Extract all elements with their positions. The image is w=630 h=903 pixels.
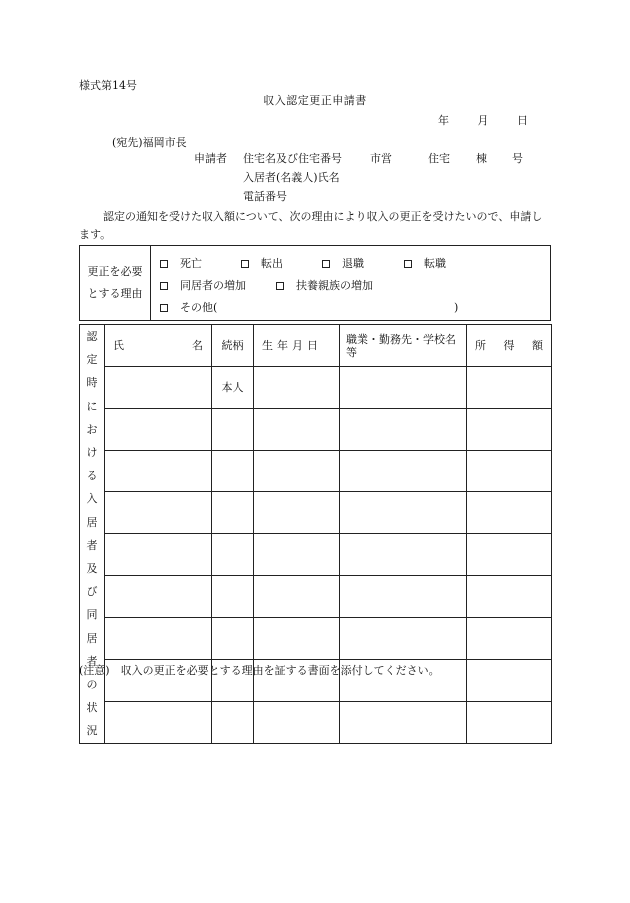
form-number: 様式第14号	[79, 79, 137, 92]
dob-cell[interactable]	[254, 576, 340, 618]
side-label-char: 及	[86, 562, 98, 576]
side-label-char: 況	[86, 724, 98, 738]
side-label-char: け	[86, 446, 98, 460]
header-relationship: 続柄	[212, 325, 254, 367]
side-label-char: 時	[86, 376, 98, 390]
note: (注意) 収入の更正を必要とする理由を証する書面を添付してください。	[79, 664, 440, 677]
table-row	[80, 618, 552, 660]
header-name: 氏 名	[105, 325, 212, 367]
income-cell[interactable]	[467, 576, 552, 618]
income-cell[interactable]	[467, 408, 552, 450]
side-label-char: お	[86, 422, 98, 436]
side-label-char: 認	[86, 330, 98, 343]
header-occupation: 職業・勤務先・学校名等	[340, 325, 467, 367]
option-retire[interactable]: 退職	[322, 257, 364, 271]
option-dependent-increase[interactable]: 扶養親族の増加	[276, 279, 373, 293]
income-cell[interactable]	[467, 366, 552, 408]
side-label-char: び	[86, 585, 98, 599]
date-row	[438, 114, 528, 128]
side-label-char: 入	[86, 492, 98, 506]
reason-label	[80, 246, 151, 320]
checkbox-icon[interactable]	[241, 260, 249, 268]
relationship-cell[interactable]	[212, 618, 254, 660]
date-year: 年	[438, 114, 449, 127]
side-label-char: 同	[86, 608, 98, 622]
relationship-cell: 本人	[212, 366, 254, 408]
side-label-cell	[80, 325, 105, 744]
name-cell[interactable]	[105, 366, 212, 408]
option-death[interactable]: 死亡	[160, 257, 202, 271]
income-cell[interactable]	[467, 534, 552, 576]
occupation-cell[interactable]	[340, 366, 467, 408]
option-other[interactable]: その他(	[160, 301, 217, 315]
option-cohabitant-increase[interactable]: 同居者の増加	[160, 279, 246, 293]
side-label	[80, 325, 104, 743]
housing-label: 住宅	[428, 152, 450, 165]
income-cell[interactable]	[467, 659, 552, 701]
relationship-cell[interactable]	[212, 408, 254, 450]
option-other-close: )	[454, 301, 459, 314]
income-cell[interactable]	[467, 450, 552, 492]
building-label: 棟	[476, 152, 487, 165]
occupation-cell[interactable]	[340, 492, 467, 534]
income-cell[interactable]	[467, 492, 552, 534]
phone-label: 電話番号	[243, 190, 287, 203]
dob-cell[interactable]	[254, 618, 340, 660]
side-label-char: 定	[86, 353, 98, 367]
number-label: 号	[512, 152, 523, 165]
checkbox-icon[interactable]	[160, 282, 168, 290]
dob-cell[interactable]	[254, 408, 340, 450]
table-row	[80, 576, 552, 618]
occupation-cell[interactable]	[340, 701, 467, 743]
name-cell[interactable]	[105, 701, 212, 743]
checkbox-icon[interactable]	[160, 304, 168, 312]
date-day: 日	[517, 114, 528, 127]
dob-cell[interactable]	[254, 366, 340, 408]
checkbox-icon[interactable]	[404, 260, 412, 268]
side-label-char: 者	[86, 538, 98, 552]
dob-cell[interactable]	[254, 450, 340, 492]
option-job-change[interactable]: 転職	[404, 257, 446, 271]
dob-cell[interactable]	[254, 492, 340, 534]
addressee: (宛先)福岡市長	[112, 136, 187, 149]
form-title: 収入認定更正申請書	[263, 94, 367, 107]
checkbox-icon[interactable]	[276, 282, 284, 290]
table-row	[80, 450, 552, 492]
checkbox-icon[interactable]	[160, 260, 168, 268]
intro-text: 認定の通知を受けた収入額について、次の理由により収入の更正を受けたいので、申請します。	[79, 210, 543, 241]
relationship-cell[interactable]	[212, 701, 254, 743]
table-row	[80, 408, 552, 450]
table-row	[80, 492, 552, 534]
occupation-cell[interactable]	[340, 534, 467, 576]
relationship-cell[interactable]	[212, 576, 254, 618]
date-month: 月	[477, 114, 489, 127]
header-dob: 生 年 月 日	[254, 325, 340, 367]
table-row	[80, 534, 552, 576]
reason-label-line1: 更正を必要	[87, 265, 143, 278]
dob-cell[interactable]	[254, 701, 340, 743]
relationship-cell[interactable]	[212, 492, 254, 534]
occupation-cell[interactable]	[340, 450, 467, 492]
checkbox-icon[interactable]	[322, 260, 330, 268]
table-row	[80, 701, 552, 743]
name-cell[interactable]	[105, 450, 212, 492]
reason-box	[79, 245, 551, 321]
side-label-char: る	[86, 469, 98, 483]
occupation-cell[interactable]	[340, 408, 467, 450]
option-move-out[interactable]: 転出	[241, 257, 283, 271]
name-cell[interactable]	[105, 492, 212, 534]
name-cell[interactable]	[105, 618, 212, 660]
relationship-cell[interactable]	[212, 534, 254, 576]
side-label-char: 者	[86, 654, 98, 668]
address-label: 住宅名及び住宅番号	[243, 152, 342, 165]
side-label-char: 居	[86, 515, 98, 529]
income-cell[interactable]	[467, 701, 552, 743]
name-cell[interactable]	[105, 408, 212, 450]
household-status-table	[79, 324, 552, 744]
table-row	[80, 366, 552, 408]
side-label-char: 居	[86, 631, 98, 645]
name-cell[interactable]	[105, 576, 212, 618]
header-income: 所 得 額	[467, 325, 552, 367]
name-cell[interactable]	[105, 534, 212, 576]
occupation-cell[interactable]	[340, 618, 467, 660]
dob-cell[interactable]	[254, 534, 340, 576]
side-label-char: 状	[86, 701, 98, 715]
tenant-name-label: 入居者(名義人)氏名	[243, 171, 340, 184]
occupation-cell[interactable]	[340, 576, 467, 618]
relationship-cell[interactable]	[212, 450, 254, 492]
income-cell[interactable]	[467, 618, 552, 660]
applicant-label: 申請者	[194, 152, 227, 165]
side-label-char: の	[86, 678, 98, 692]
reason-label-line2: とする理由	[87, 287, 143, 300]
side-label-char: に	[86, 399, 98, 413]
city-housing-label: 市営	[370, 152, 392, 165]
